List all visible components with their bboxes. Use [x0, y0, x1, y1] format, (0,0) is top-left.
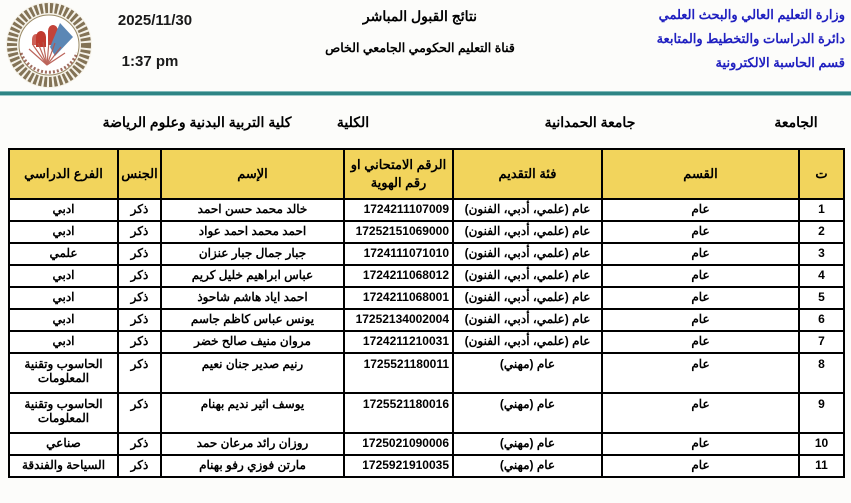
cell-seq: 11 — [799, 455, 844, 477]
cell-name: يوسف اثير نديم بهنام — [161, 393, 344, 433]
cell-gender: ذكر — [118, 455, 161, 477]
cell-seq: 10 — [799, 433, 844, 455]
cell-branch: ادبي — [9, 309, 118, 331]
col-department: القسم — [602, 149, 799, 199]
cell-department: عام — [602, 393, 799, 433]
cell-category: عام (علمي، أدبي، الفنون) — [453, 309, 602, 331]
table-row — [9, 199, 844, 221]
cell-branch: ادبي — [9, 199, 118, 221]
cell-department: عام — [602, 353, 799, 393]
table-row — [9, 265, 844, 287]
university-value: جامعة الحمدانية — [544, 114, 636, 130]
table-row — [9, 455, 844, 477]
cell-branch: ادبي — [9, 265, 118, 287]
table-row — [9, 287, 844, 309]
cell-name: رنيم صدير جنان نعيم — [161, 353, 344, 393]
cell-category: عام (علمي، أدبي، الفنون) — [453, 199, 602, 221]
cell-seq: 7 — [799, 331, 844, 353]
ministry-header — [515, 3, 845, 75]
ministry-line-1: وزارة التعليم العالي والبحث العلمي — [658, 7, 845, 22]
cell-gender: ذكر — [118, 221, 161, 243]
cell-gender: ذكر — [118, 243, 161, 265]
table-row — [9, 353, 844, 393]
cell-department: عام — [602, 199, 799, 221]
cell-gender: ذكر — [118, 353, 161, 393]
cell-department: عام — [602, 265, 799, 287]
cell-exam-number: 1724211210031 — [344, 331, 453, 353]
results-table-body — [9, 199, 844, 477]
cell-category: عام (علمي، أدبي، الفنون) — [453, 331, 602, 353]
page-title: نتائج القبول المباشر — [362, 8, 478, 24]
table-row — [9, 331, 844, 353]
table-row — [9, 243, 844, 265]
col-branch: الفرع الدراسي — [9, 149, 118, 199]
table-row — [9, 221, 844, 243]
college-value: كلية التربية البدنية وعلوم الرياضة — [102, 114, 292, 130]
cell-gender: ذكر — [118, 287, 161, 309]
cell-category: عام (علمي، أدبي، الفنون) — [453, 265, 602, 287]
cell-seq: 5 — [799, 287, 844, 309]
ministry-line-2: دائرة الدراسات والتخطيط والمتابعة — [656, 31, 845, 46]
cell-gender: ذكر — [118, 393, 161, 433]
cell-name: يونس عباس كاظم جاسم — [161, 309, 344, 331]
teal-divider — [0, 91, 851, 96]
college-label: الكلية — [336, 114, 370, 130]
cell-branch: ادبي — [9, 331, 118, 353]
cell-exam-number: 1724211068012 — [344, 265, 453, 287]
page-subtitle: قناة التعليم الحكومي الجامعي الخاص — [325, 41, 515, 55]
cell-name: خالد محمد حسن احمد — [161, 199, 344, 221]
table-row — [9, 309, 844, 331]
cell-category: عام (علمي، أدبي، الفنون) — [453, 243, 602, 265]
results-table-container — [8, 148, 845, 478]
cell-department: عام — [602, 243, 799, 265]
cell-name: روزان رائد مرعان حمد — [161, 433, 344, 455]
cell-gender: ذكر — [118, 331, 161, 353]
report-date: 2025/11/30 — [117, 12, 193, 29]
cell-branch: ادبي — [9, 221, 118, 243]
cell-gender: ذكر — [118, 265, 161, 287]
cell-exam-number: 1724111071010 — [344, 243, 453, 265]
cell-seq: 9 — [799, 393, 844, 433]
cell-category: عام (علمي، أدبي، الفنون) — [453, 221, 602, 243]
table-row — [9, 393, 844, 433]
cell-name: احمد اياد هاشم شاحوذ — [161, 287, 344, 309]
cell-name: مروان منيف صالح خضر — [161, 331, 344, 353]
cell-category: عام (مهني) — [453, 353, 602, 393]
cell-department: عام — [602, 331, 799, 353]
cell-exam-number: 17252134002004 — [344, 309, 453, 331]
cell-exam-number: 1725521180016 — [344, 393, 453, 433]
cell-department: عام — [602, 455, 799, 477]
cell-gender: ذكر — [118, 309, 161, 331]
cell-seq: 2 — [799, 221, 844, 243]
cell-name: احمد محمد احمد عواد — [161, 221, 344, 243]
cell-branch: الحاسوب وتقنية المعلومات — [9, 353, 118, 393]
cell-gender: ذكر — [118, 433, 161, 455]
cell-gender: ذكر — [118, 199, 161, 221]
cell-category: عام (مهني) — [453, 433, 602, 455]
cell-name: مارتن فوزي رفو بهنام — [161, 455, 344, 477]
cell-department: عام — [602, 221, 799, 243]
col-name: الإسم — [161, 149, 344, 199]
cell-exam-number: 1725021090006 — [344, 433, 453, 455]
cell-branch: صناعي — [9, 433, 118, 455]
cell-seq: 6 — [799, 309, 844, 331]
cell-name: جبار جمال جبار عنزان — [161, 243, 344, 265]
cell-category: عام (مهني) — [453, 393, 602, 433]
cell-exam-number: 1724211068001 — [344, 287, 453, 309]
report-time: 1:37 pm — [121, 53, 179, 70]
table-header-row — [9, 149, 844, 199]
cell-exam-number: 1725921910035 — [344, 455, 453, 477]
table-row — [9, 433, 844, 455]
ministry-seal-logo — [5, 1, 93, 89]
cell-department: عام — [602, 433, 799, 455]
cell-exam-number: 1724211107009 — [344, 199, 453, 221]
cell-branch: علمي — [9, 243, 118, 265]
cell-department: عام — [602, 309, 799, 331]
cell-exam-number: 17252151069000 — [344, 221, 453, 243]
cell-department: عام — [602, 287, 799, 309]
col-gender: الجنس — [118, 149, 161, 199]
cell-branch: ادبي — [9, 287, 118, 309]
cell-category: عام (علمي، أدبي، الفنون) — [453, 287, 602, 309]
cell-seq: 1 — [799, 199, 844, 221]
cell-branch: السياحة والفندقة — [9, 455, 118, 477]
col-exam-number: الرقم الامتحاني او رقم الهوية — [344, 149, 453, 199]
cell-category: عام (مهني) — [453, 455, 602, 477]
col-category: فئة التقديم — [453, 149, 602, 199]
cell-name: عباس ابراهيم خليل كريم — [161, 265, 344, 287]
results-table — [8, 148, 845, 478]
ministry-line-3: قسم الحاسبة الالكترونية — [715, 55, 845, 70]
cell-branch: الحاسوب وتقنية المعلومات — [9, 393, 118, 433]
cell-seq: 4 — [799, 265, 844, 287]
cell-seq: 3 — [799, 243, 844, 265]
col-seq: ت — [799, 149, 844, 199]
cell-exam-number: 1725521180011 — [344, 353, 453, 393]
university-label: الجامعة — [774, 114, 818, 130]
ministry-seal-icon — [5, 1, 93, 89]
cell-seq: 8 — [799, 353, 844, 393]
